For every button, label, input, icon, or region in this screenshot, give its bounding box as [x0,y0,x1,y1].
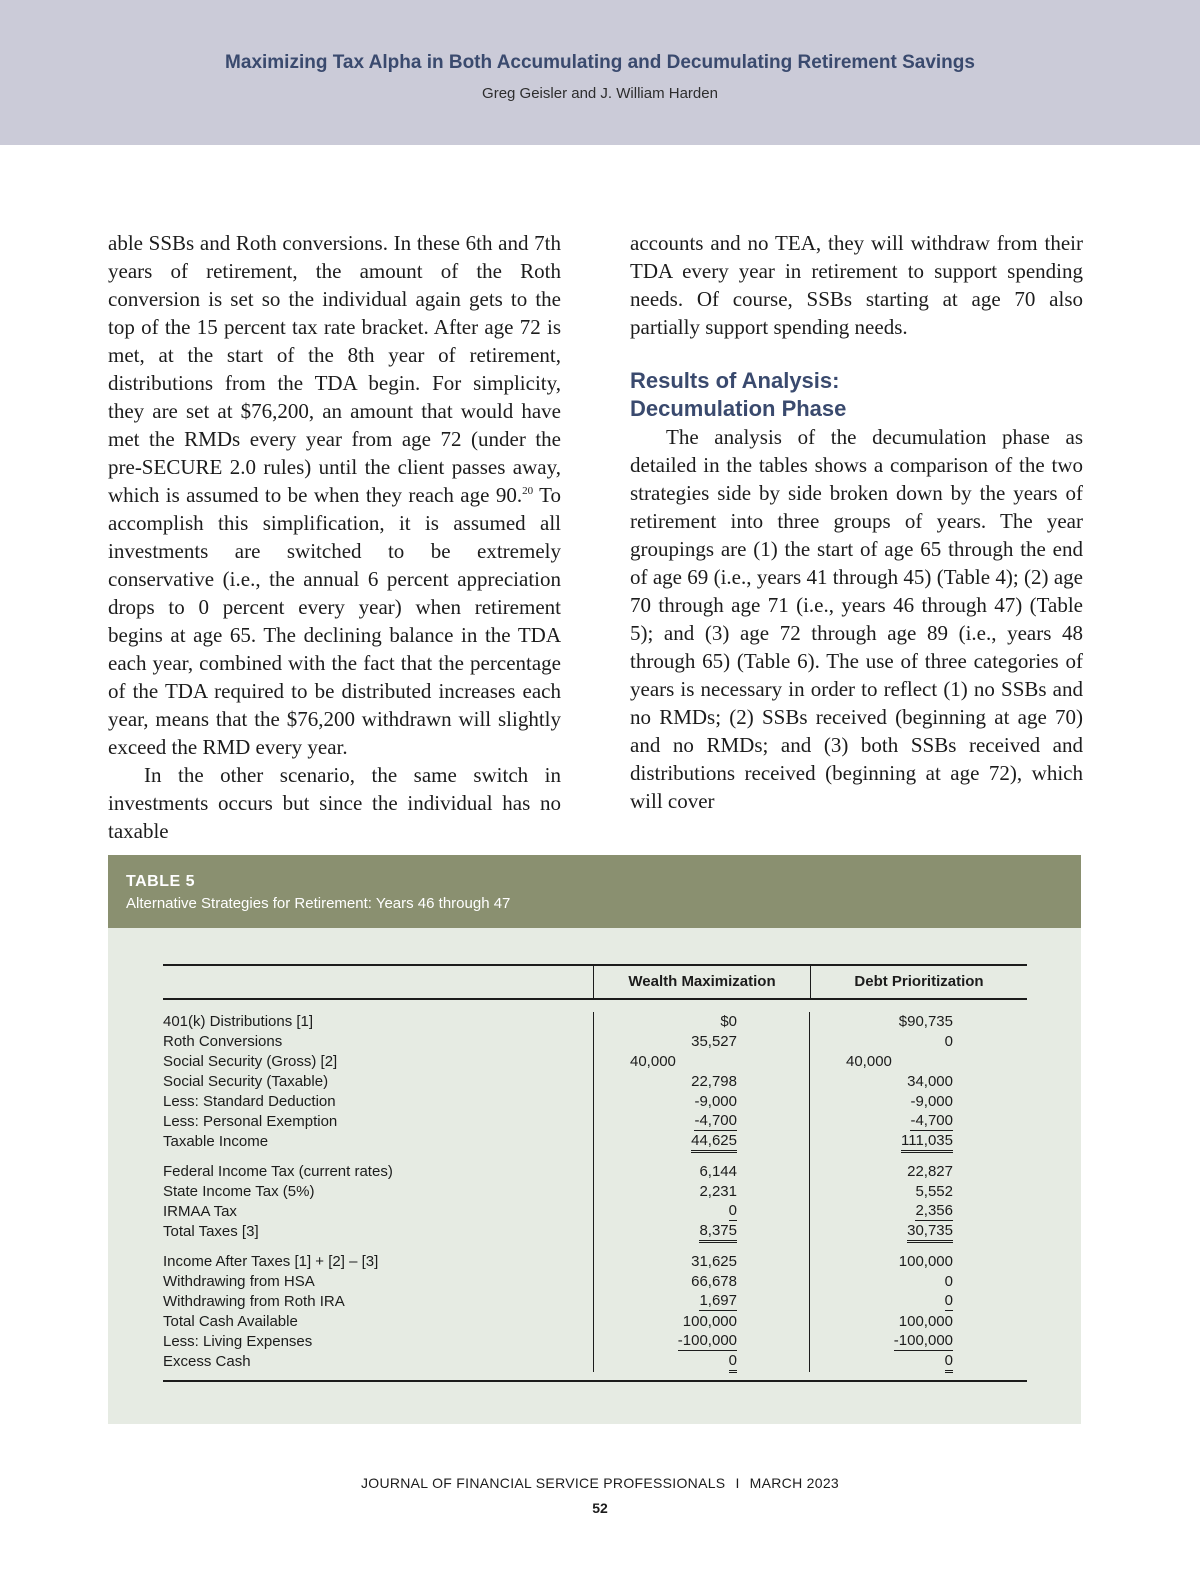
table-row [163,1292,1027,1312]
cell-debt-prioritization [809,1112,1025,1132]
article-title: Maximizing Tax Alpha in Both Accumulating and Decumulating Retirement Savings [225,52,975,73]
cell-wealth-maximization [593,1292,809,1312]
row-label: Roth Conversions [163,1033,283,1050]
row-label: State Income Tax (5%) [163,1183,315,1200]
row-label: Excess Cash [163,1353,251,1370]
cell-value: 44,625 [691,1132,737,1153]
cell-value: 31,625 [691,1253,737,1270]
cell-wealth-maximization [593,1132,809,1152]
footnote-marker: 20 [522,485,534,497]
row-label: Income After Taxes [1] + [2] – [3] [163,1253,379,1270]
cell-value: 0 [944,1033,953,1050]
cell-wealth-maximization [593,1052,809,1072]
table-row [163,1332,1027,1352]
spacer-label [163,1152,593,1162]
running-header [0,0,1200,145]
row-label: Total Cash Available [163,1313,298,1330]
row-label: IRMAA Tax [163,1203,237,1220]
cell-debt-prioritization [809,1202,1025,1222]
right-paragraph-2: The analysis of the decumulation phase as detailed in the tables shows a comparison of the two strategies side by side broken down by the years of retirement into three groups of years. The year groupings are (1) the start of age 65 through the end of age 69 (i.e., years 41 through 45) (Table 4); (2) age 70 through age 71 (i.e., years 46 through 47) (Table 5); and (3) age 72 through age 89 (i.e., years 48 through 65) (Table 6). The use of three categories of years is necessary in order to reflect (1) no SSBs and no RMDs; (2) SSBs received (beginning at age 70) and no RMDs; and (3) both SSBs received and distributions received (beginning at age 72), which will cover [630,425,1083,813]
cell-wealth-maximization [593,1182,809,1202]
left-paragraph-2: In the other scenario, the same switch in investments occurs but since the individual has no taxable [108,763,561,843]
cell-wealth-maximization [593,1272,809,1292]
cell-value: 100,000 [898,1313,953,1330]
table-row [163,1012,1027,1032]
financial-table [163,964,1027,1382]
cell-debt-prioritization [809,1032,1025,1052]
issue-date: MARCH 2023 [749,1475,840,1491]
row-label: 401(k) Distributions [1] [163,1013,314,1030]
cell-wealth-maximization [593,1312,809,1332]
cell-value: 100,000 [682,1313,737,1330]
cell-value: 34,000 [907,1073,953,1090]
journal-name: JOURNAL OF FINANCIAL SERVICE PROFESSIONALS [360,1475,726,1491]
table-title-band [108,855,1081,928]
cell-value: 8,375 [699,1222,737,1243]
table-row [163,1272,1027,1292]
left-paragraph-1 [108,229,561,761]
cell-debt-prioritization [809,1182,1025,1202]
cell-wealth-maximization [593,1252,809,1272]
section-heading-line-2: Decumulation Phase [630,396,847,421]
table-header-row [163,966,1027,1000]
page-footer [0,1475,1200,1491]
cell-wealth-maximization [593,1032,809,1052]
cell-debt-prioritization [809,1352,1025,1372]
right-column [630,229,1083,815]
cell-value: 111,035 [901,1132,953,1153]
row-label: Less: Personal Exemption [163,1113,338,1130]
cell-value: 2,231 [699,1183,737,1200]
cell-debt-prioritization [809,1332,1025,1352]
cell-value: 66,678 [691,1273,737,1290]
spacer-cell [593,1152,809,1162]
cell-wealth-maximization [593,1222,809,1242]
table-row [163,1052,1027,1072]
cell-wealth-maximization [593,1202,809,1222]
table-row [163,1182,1027,1202]
cell-value: 0 [729,1352,737,1373]
cell-wealth-maximization [593,1352,809,1372]
cell-value: 100,000 [898,1253,953,1270]
row-label: Social Security (Taxable) [163,1073,329,1090]
cell-value: 30,735 [907,1222,953,1243]
cell-value: -100,000 [677,1332,737,1349]
cell-debt-prioritization [809,1072,1025,1092]
row-label: Withdrawing from Roth IRA [163,1293,345,1310]
table-group-spacer [163,1242,1027,1252]
cell-value: 6,144 [699,1163,737,1180]
section-heading-line-1: Results of Analysis: [630,368,840,393]
column-header-wealth-maximization: Wealth Maximization [593,966,810,998]
table-row [163,1202,1027,1222]
cell-value: 40,000 [630,1053,676,1070]
row-label: Less: Standard Deduction [163,1093,336,1110]
spacer-cell [593,1242,809,1252]
row-label: Federal Income Tax (current rates) [163,1163,393,1180]
cell-value: -9,000 [694,1093,737,1110]
spacer-cell [809,1242,1025,1252]
table-row [163,1092,1027,1112]
cell-value: 0 [728,1202,737,1219]
left-column [108,229,561,845]
cell-debt-prioritization [809,1052,1025,1072]
table-row [163,1132,1027,1152]
table-row [163,1312,1027,1332]
table-row [163,1072,1027,1092]
page-number: 52 [592,1500,608,1516]
table-number: TABLE 5 [126,873,195,890]
left-paragraph-1-text-a: able SSBs and Roth conversions. In these 6th and 7th years of retirement, the amount of the Roth conversion is set so the individual again gets to the top of the 15 percent tax rate bracket. After age 72 is met, at the start of the 8th year of retirement, distributions from the TDA begin. For simplicity, they are set at $76,200, an amount that would have met the RMDs every year from age 72 (under the pre-SECURE 2.0 rules) until the client passes away, which is assumed to be when they reach age 90. [108,231,561,507]
cell-value: $90,735 [898,1013,953,1030]
cell-value: -4,700 [910,1112,953,1129]
cell-value: 22,798 [691,1073,737,1090]
left-paragraph-1-text-b: To accomplish this simplification, it is assumed all investments are switched to be extremely conservative (i.e., the annual 6 percent appreciation drops to 0 percent every year) when retirement begins at age 65. The declining balance in the TDA each year, combined with the fact that the percentage of the TDA required to be distributed increases each year, means that the $76,200 withdrawn will slightly exceed the RMD every year. [108,483,561,759]
cell-debt-prioritization [809,1132,1025,1152]
cell-debt-prioritization [809,1012,1025,1032]
table-group-spacer [163,1152,1027,1162]
cell-value: -100,000 [893,1332,953,1349]
cell-wealth-maximization [593,1162,809,1182]
row-label: Total Taxes [3] [163,1223,259,1240]
cell-value: $0 [720,1013,737,1030]
footer-separator: I [735,1475,740,1491]
table-row [163,1222,1027,1242]
cell-value: 0 [945,1352,953,1373]
cell-value: -4,700 [694,1112,737,1129]
article-authors: Greg Geisler and J. William Harden [482,85,718,102]
spacer-cell [809,1152,1025,1162]
cell-wealth-maximization [593,1332,809,1352]
cell-wealth-maximization [593,1072,809,1092]
cell-debt-prioritization [809,1272,1025,1292]
cell-debt-prioritization [809,1222,1025,1242]
cell-value: 5,552 [915,1183,953,1200]
row-label: Less: Living Expenses [163,1333,313,1350]
cell-value: 0 [944,1273,953,1290]
cell-debt-prioritization [809,1312,1025,1332]
cell-wealth-maximization [593,1012,809,1032]
cell-debt-prioritization [809,1092,1025,1112]
row-label: Taxable Income [163,1133,269,1150]
table-panel [108,928,1081,1424]
table-row [163,1352,1027,1372]
spacer-label [163,1242,593,1252]
cell-debt-prioritization [809,1252,1025,1272]
cell-debt-prioritization [809,1292,1025,1312]
table-header-blank [163,966,593,998]
cell-value: 0 [944,1292,953,1309]
column-header-debt-prioritization: Debt Prioritization [810,966,1027,998]
cell-value: 1,697 [699,1292,737,1309]
cell-value: 35,527 [691,1033,737,1050]
cell-value: 22,827 [907,1163,953,1180]
cell-value: -9,000 [910,1093,953,1110]
table-row [163,1162,1027,1182]
table-rows [163,1000,1027,1380]
cell-wealth-maximization [593,1112,809,1132]
row-label: Social Security (Gross) [2] [163,1053,338,1070]
cell-value: 40,000 [846,1053,892,1070]
cell-value: 2,356 [915,1202,953,1219]
table-row [163,1032,1027,1052]
table-row [163,1252,1027,1272]
section-heading [630,367,1083,423]
right-paragraph-1: accounts and no TEA, they will withdraw from their TDA every year in retirement to support spending needs. Of course, SSBs starting at age 70 also partially support spending needs. [630,231,1083,339]
row-label: Withdrawing from HSA [163,1273,315,1290]
table-row [163,1112,1027,1132]
cell-wealth-maximization [593,1092,809,1112]
table-caption: Alternative Strategies for Retirement: Years 46 through 47 [126,895,511,912]
cell-debt-prioritization [809,1162,1025,1182]
